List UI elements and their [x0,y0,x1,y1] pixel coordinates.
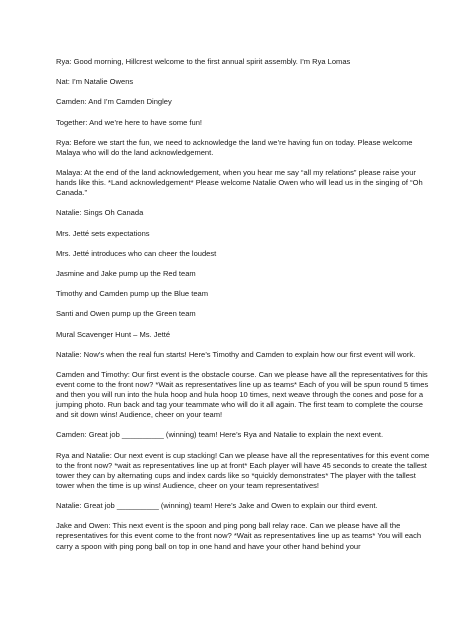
paragraph-cheer-loudest: Mrs. Jetté introduces who can cheer the loudest [56,248,217,258]
paragraph-red-team: Jasmine and Jake pump up the Red team [56,268,196,278]
paragraph-camden-great-job: Camden: Great job __________ (winning) team! Here’s Rya and Natalie to explain the next event. [56,430,384,440]
paragraph-nat-intro: Nat: I’m Natalie Owens [56,77,134,87]
paragraph-rya-welcome: Rya: Good morning, Hillcrest welcome to the first annual spirit assembly. I’m Rya Lomas [56,57,351,66]
paragraph-mural-hunt: Mural Scavenger Hunt – Ms. Jetté [56,329,171,339]
paragraph-obstacle-course: Camden and Timothy: Our first event is the obstacle course. Can we please have all the representatives for this event come to the front now? *Wait as representatives line up as teams* Each of you will be spun round 5 times and then you will run into the hula hoop and hula hoop 10 times, next weave through the cones and pose for a jumping photo. Run back and tag your teammate who will do it all again. The first team to complete the course and sit down wins! Audience, cheer on your team! [56,369,429,420]
paragraph-natalie-real-fun: Natalie: Now’s when the real fun starts! Here’s Timothy and Camden to explain how our first event will work. [56,349,416,359]
paragraph-natalie-sings: Natalie: Sings Oh Canada [56,208,144,218]
paragraph-green-team: Santi and Owen pump up the Green team [56,309,196,319]
paragraph-spoon-relay: Jake and Owen: This next event is the spoon and ping pong ball relay race. Can we please have all the representatives for this event come to the front now? *Wait as representatives line up as teams* You will each carry a spoon with ping pong ball on top in one hand and have your other hand behind your [56,521,422,551]
paragraph-cup-stacking: Rya and Natalie: Our next event is cup stacking! Can we please have all the representatives for this event come to the front now? *wait as representatives line up at front* Each player will have 45 seconds to create the tallest tower they can by alternating cups and index cards like so *quickly demonstrates* The player with the tallest tower when the time is up wins! Audience, cheer on your team representatives! [56,450,430,490]
paragraph-expectations: Mrs. Jetté sets expectations [56,228,150,238]
paragraph-blue-team: Timothy and Camden pump up the Blue team [56,289,208,299]
paragraph-natalie-great-job: Natalie: Great job __________ (winning) team! Here’s Jake and Owen to explain our third event. [56,501,378,511]
paragraph-together: Together: And we’re here to have some fun! [56,117,202,127]
paragraph-rya-land: Rya: Before we start the fun, we need to acknowledge the land we’re having fun on today. Please welcome Malaya who will do the land acknowledgement. [56,137,413,157]
paragraph-camden-intro: Camden: And I’m Camden Dingley [56,97,172,107]
paragraph-malaya: Malaya: At the end of the land acknowledgement, when you hear me say “all my relations” please raise your hands like this. *Land acknowledgement* Please welcome Natalie Owen who will lead us in the singing of “Oh Canada.” [56,168,423,198]
